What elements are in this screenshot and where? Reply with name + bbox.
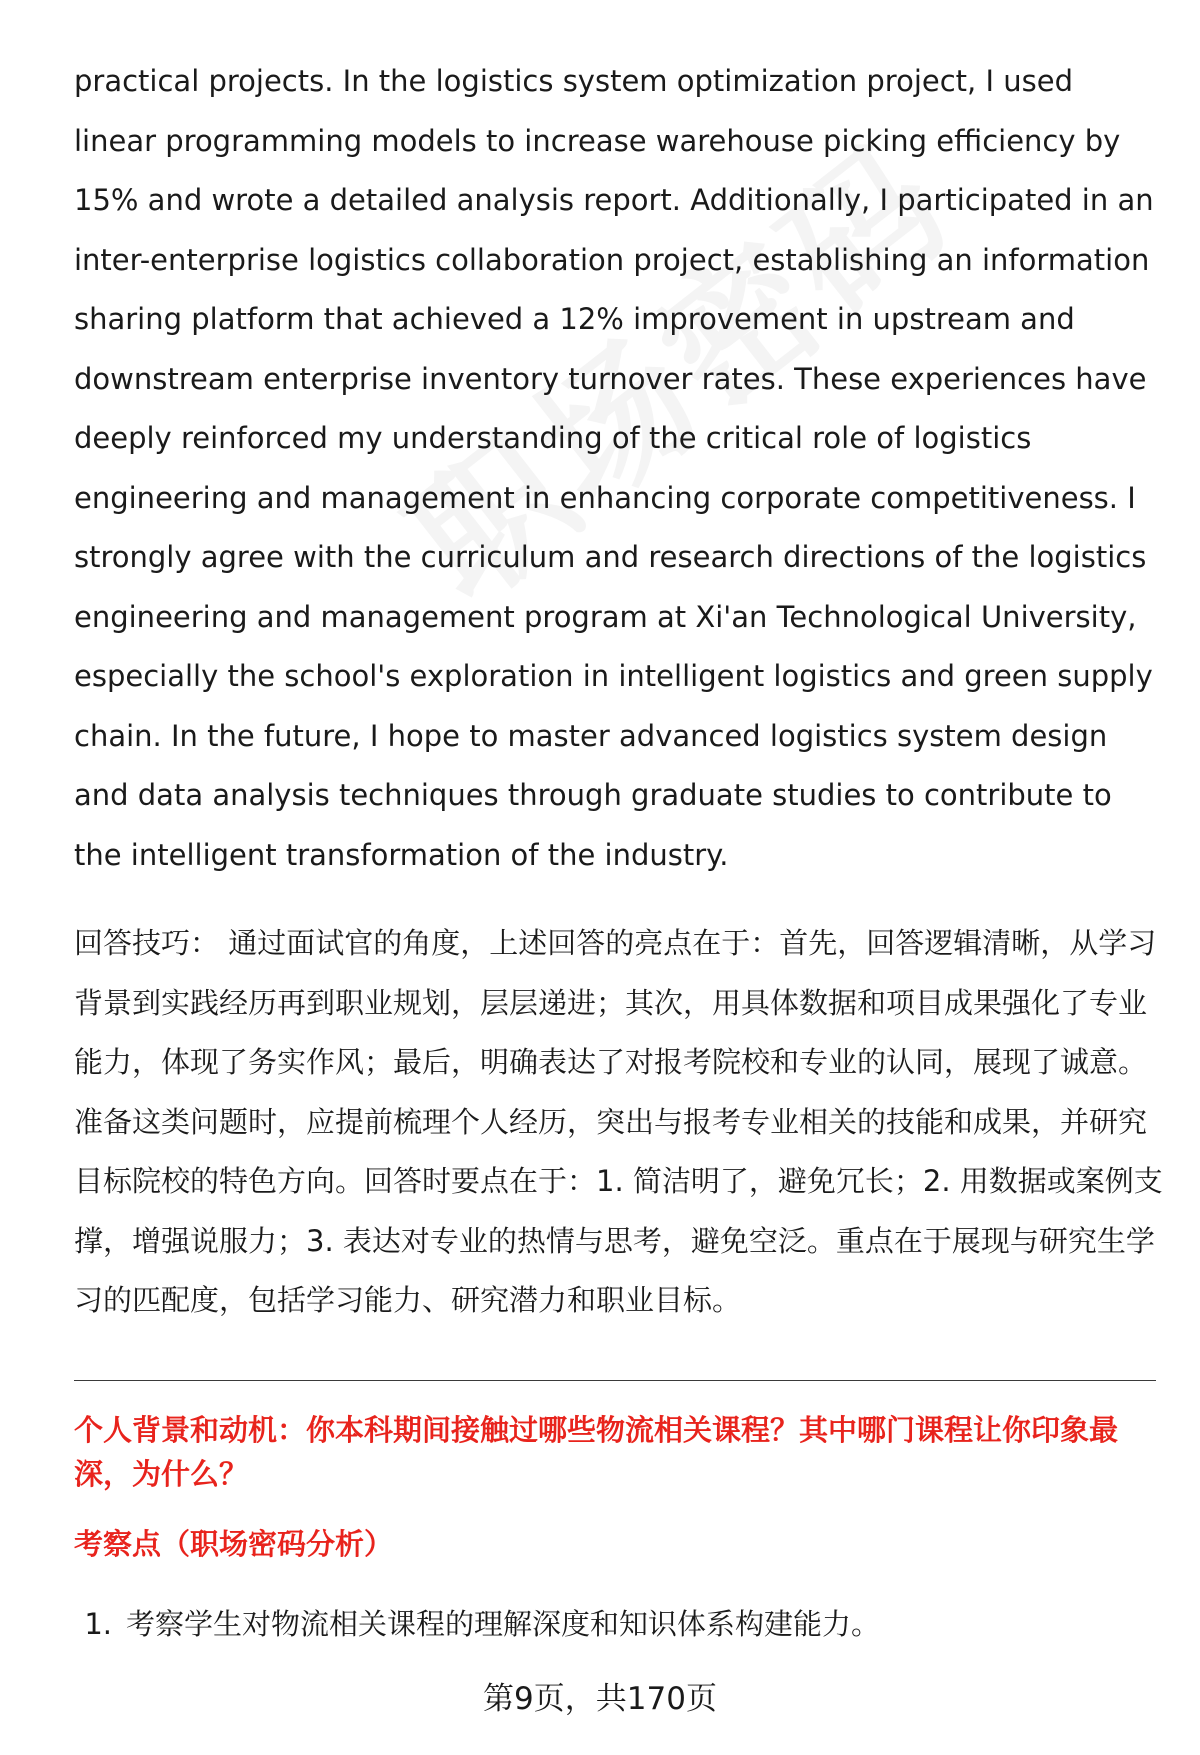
interview-question: 个人背景和动机：你本科期间接触过哪些物流相关课程？其中哪门课程让你印象最深，为什么？	[74, 1413, 1119, 1491]
answer-tips-paragraph: 回答技巧： 通过面试官的角度，上述回答的亮点在于：首先，回答逻辑清晰，从学习背景到实践经历再到职业规划，层层递进；其次，用具体数据和项目成果强化了专业能力，体现了务实作风；最后，明确表达了对报考院校和专业的认同，展现了诚意。准备这类问题时，应提前梳理个人经历，突出与报考专业相关的技能和成果，并研究目标院校的特色方向。回答时要点在于：1. 简洁明了，避免冗长；2. 用数据或案例支撑，增强说服力；3. 表达对专业的热情与思考，避免空泛。重点在于展现与研究生学习的匹配度，包括学习能力、研究潜力和职业目标。	[74, 926, 1163, 1317]
answer-paragraph-english: practical projects. In the logistics system optimization project, I used linear programming models to increase warehouse picking efficiency by 15% and wrote a detailed analysis report. Additionally, I participated in an inter-enterprise logistics collaboration project, establishing an information sharing platform that achieved a 12% improvement in upstream and downstream enterprise inventory turnover rates. These experiences have deeply reinforced my understanding of the critical role of logistics engineering and management in enhancing corporate competitiveness. I strongly agree with the curriculum and research directions of the logistics engineering and management program at Xi'an Technological University, especially the school's exploration in intelligent logistics and green supply chain. In the future, I hope to master advanced logistics system design and data analysis techniques through graduate studies to contribute to the intelligent transformation of the industry.	[74, 64, 1154, 872]
assessment-point-list	[74, 1602, 1164, 1646]
list-item-text: 考察学生对物流相关课程的理解深度和知识体系构建能力。	[126, 1607, 881, 1641]
assessment-heading: 考察点（职场密码分析）	[74, 1527, 394, 1561]
list-item-number: 1.	[84, 1607, 112, 1641]
list-item	[74, 1602, 1164, 1646]
section-divider	[74, 1380, 1156, 1381]
page-number-footer: 第9页，共170页	[483, 1681, 717, 1717]
